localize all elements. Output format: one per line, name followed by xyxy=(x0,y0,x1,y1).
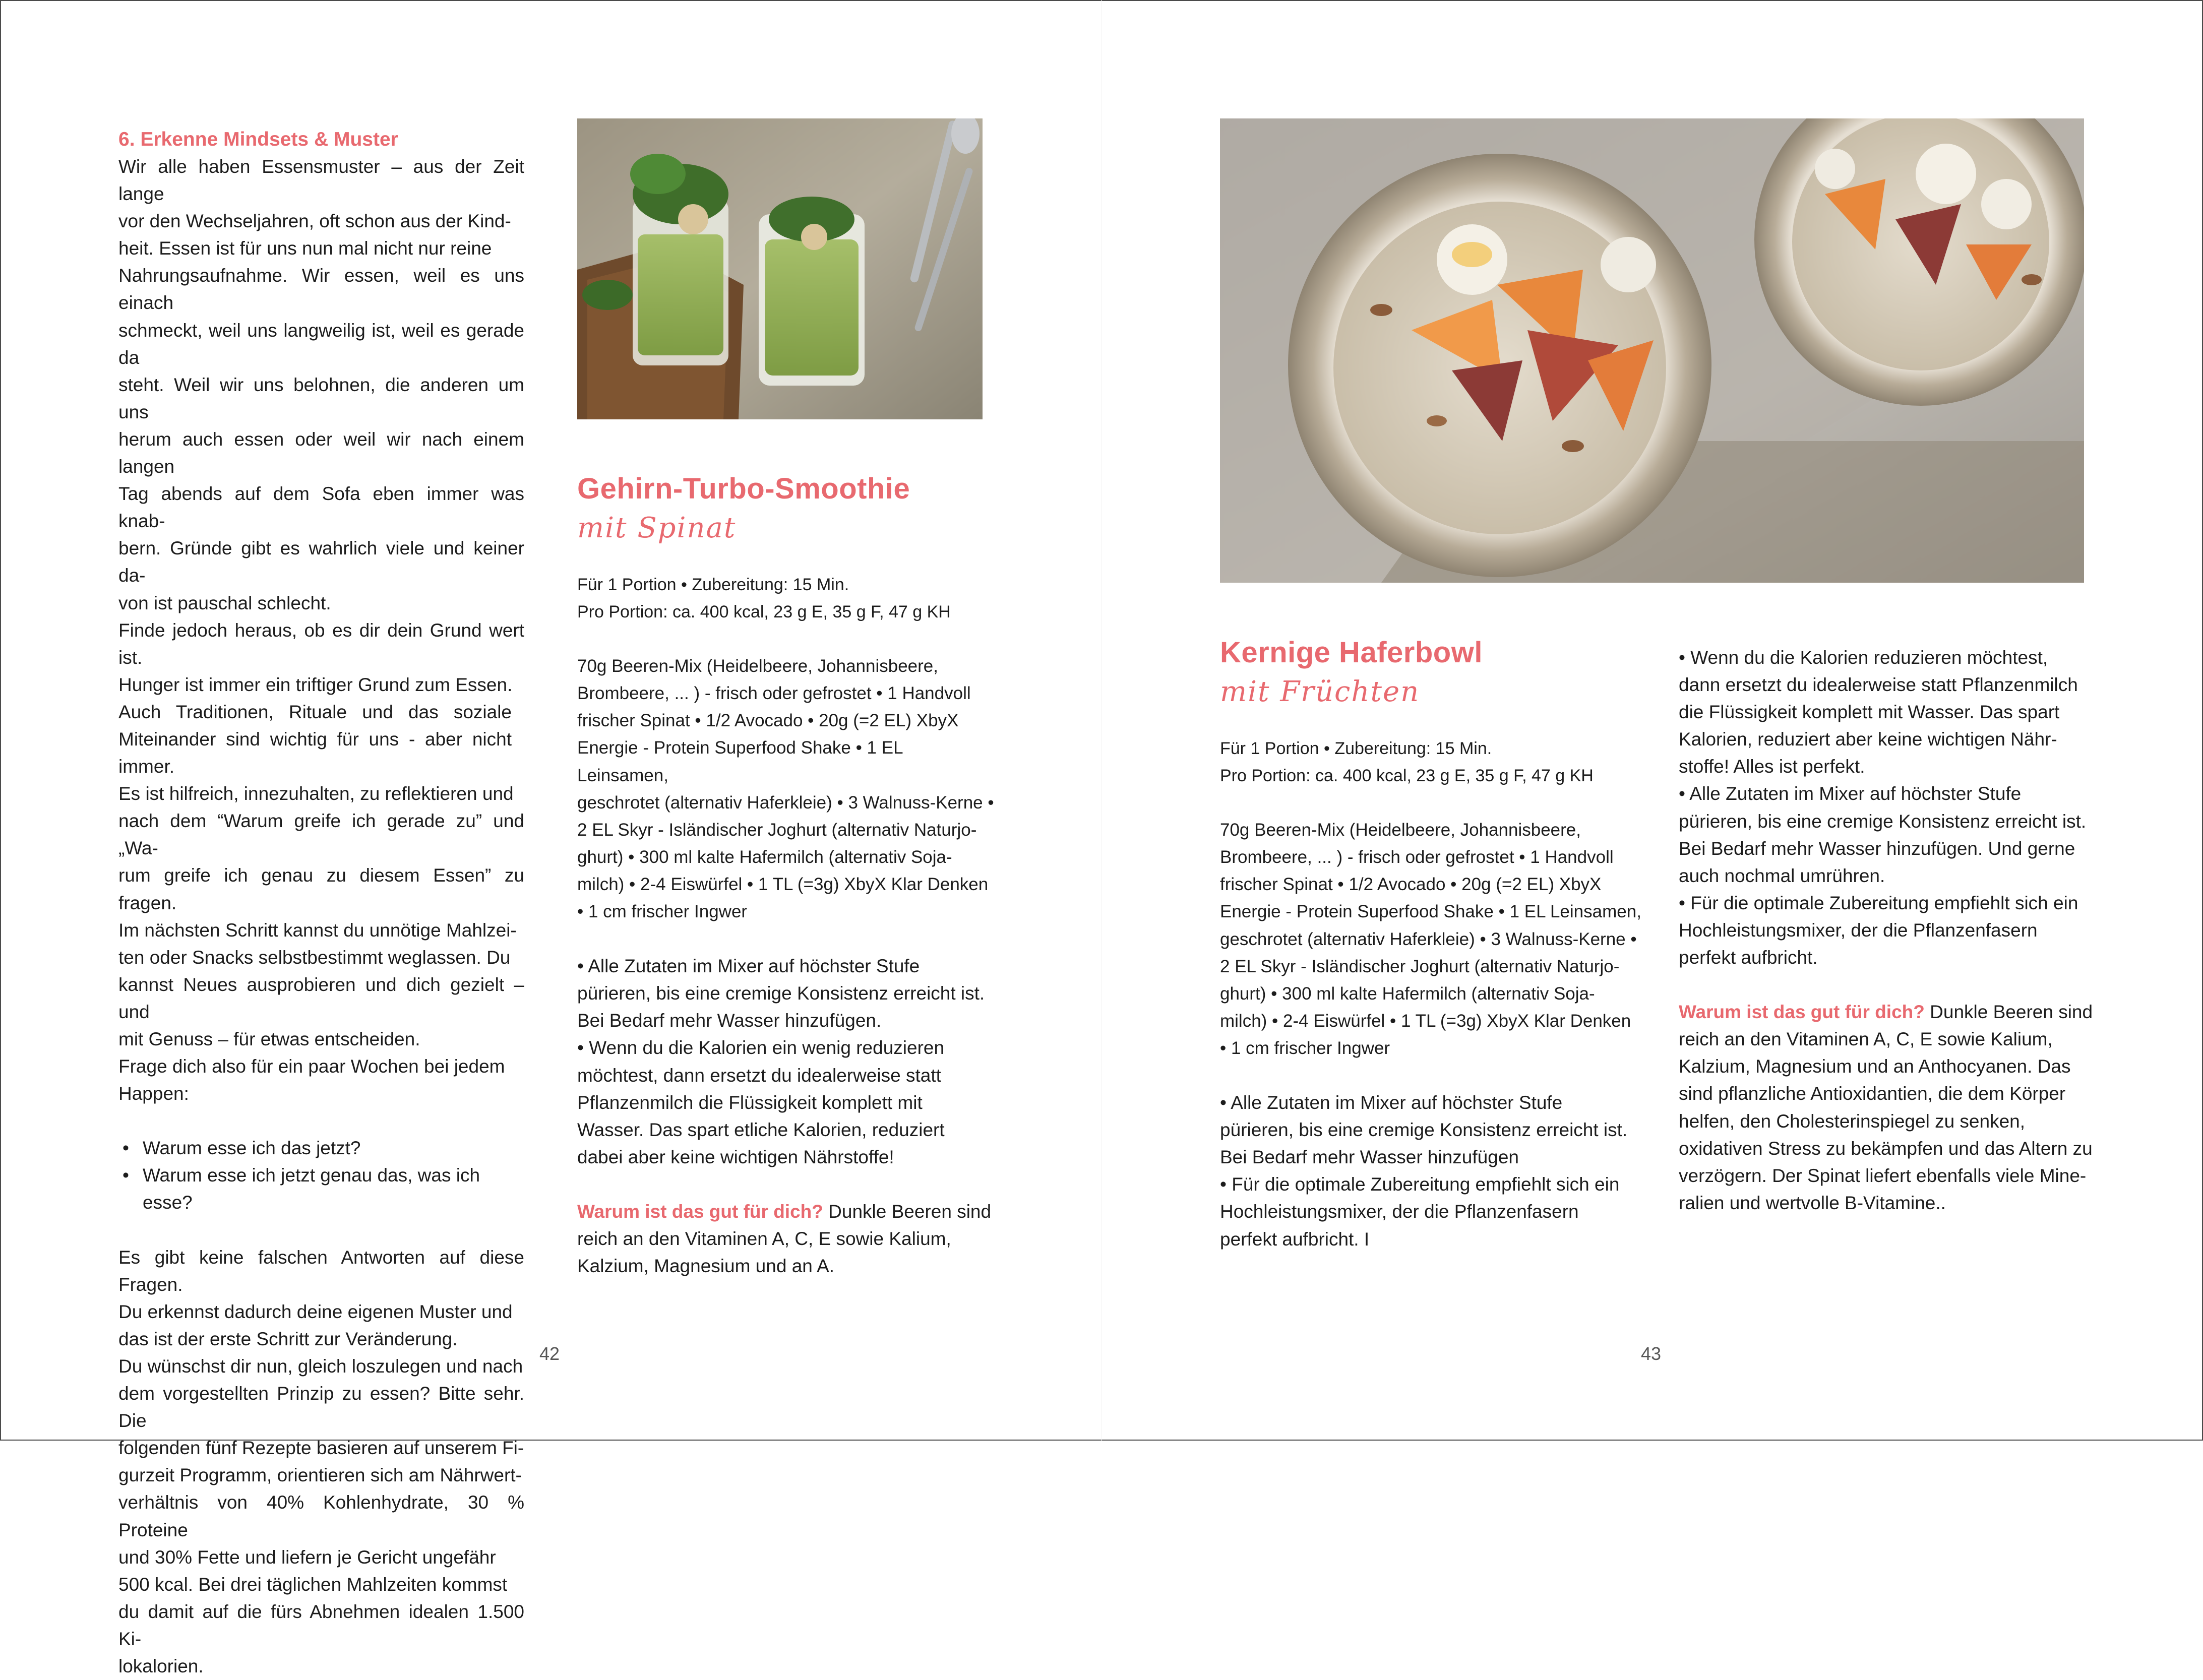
haferbowl-photo xyxy=(1220,118,2084,583)
step-line: • Alle Zutaten im Mixer auf höchster Stufe xyxy=(1220,1092,1563,1113)
tip-line: Hochleistungsmixer, der die Pflanzenfasern xyxy=(1679,919,2038,941)
text-line: Frage dich also für ein paar Wochen bei jedem xyxy=(118,1056,505,1077)
tip-line: Bei Bedarf mehr Wasser hinzufügen. Und gerne xyxy=(1679,838,2075,859)
ingredient-line: Brombeere, ... ) - frisch oder gefrostet • 1 Handvoll xyxy=(1220,847,1614,867)
haferbowl-recipe xyxy=(1220,635,1654,1253)
why-text: Dunkle Beeren sind xyxy=(823,1201,992,1222)
tip-line: • Alle Zutaten im Mixer auf höchster Stufe xyxy=(1679,783,2022,804)
question-list xyxy=(118,1135,524,1216)
step-line: Bei Bedarf mehr Wasser hinzufügen xyxy=(1220,1147,1519,1168)
steps xyxy=(1220,1089,1654,1253)
list-item: • Warum esse ich jetzt genau das, was ich esse? xyxy=(143,1162,524,1216)
why-line: Kalzium, Magnesium und an Anthocyanen. Das xyxy=(1679,1056,2071,1077)
text-line: nach dem “Warum greife ich gerade zu” und „Wa- xyxy=(118,811,524,859)
why-text: Dunkle Beeren sind xyxy=(1924,1002,2093,1023)
step-line: pürieren, bis eine cremige Konsistenz erreicht ist. xyxy=(577,983,985,1004)
step-line: Pflanzenmilch die Flüssigkeit komplett mit xyxy=(577,1092,923,1113)
ingredient-line: 2 EL Skyr - Isländischer Joghurt (alternativ Naturjo- xyxy=(1220,956,1620,976)
why-line: Kalzium, Magnesium und an A. xyxy=(577,1256,835,1277)
recipe-meta: Für 1 Portion • Zubereitung: 15 Min. xyxy=(577,575,849,594)
tip-line: pürieren, bis eine cremige Konsistenz erreicht ist. xyxy=(1679,811,2087,832)
why-box xyxy=(1679,999,2097,1217)
text-line: Es ist hilfreich, innezuhalten, zu reflektieren und xyxy=(118,783,514,804)
ingredient-line: Energie - Protein Superfood Shake • 1 EL Leinsamen, xyxy=(1220,902,1641,922)
text-line: vor den Wechseljahren, oft schon aus der Kind- xyxy=(118,211,511,232)
step-line: Bei Bedarf mehr Wasser hinzufügen. xyxy=(577,1010,882,1031)
ingredient-line: 70g Beeren-Mix (Heidelbeere, Johannisbeere, xyxy=(1220,820,1581,840)
text-line: 500 kcal. Bei drei täglichen Mahlzeiten kommst xyxy=(118,1574,508,1595)
text-line: du damit auf die fürs Abnehmen idealen 1.500 Ki- xyxy=(118,1601,524,1649)
ingredient-line: 70g Beeren-Mix (Heidelbeere, Johannisbeere, xyxy=(577,656,938,676)
step-line: • Wenn du die Kalorien ein wenig reduzieren xyxy=(577,1037,945,1059)
step-line: dabei aber keine wichtigen Nährstoffe! xyxy=(577,1146,894,1167)
text-line: Hunger ist immer ein triftiger Grund zum Essen. xyxy=(118,674,513,695)
tip-line: auch nochmal umrühren. xyxy=(1679,865,1885,886)
step-line: • Für die optimale Zubereitung empfiehlt sich ein xyxy=(1220,1174,1620,1195)
page-number-right: 43 xyxy=(1641,1343,1662,1364)
ingredient-line: 2 EL Skyr - Isländischer Joghurt (alternativ Naturjo- xyxy=(577,820,977,840)
haferbowl-right-column xyxy=(1679,644,2097,1217)
step-line: Hochleistungsmixer, der die Pflanzenfasern xyxy=(1220,1201,1579,1222)
text-line: dem vorgestellten Prinzip zu essen? Bitte sehr. Die xyxy=(118,1383,524,1432)
smoothie-body xyxy=(577,571,996,1280)
ingredient-line: ghurt) • 300 ml kalte Hafermilch (alternativ Soja- xyxy=(577,847,952,867)
step-line: Wasser. Das spart etliche Kalorien, reduziert xyxy=(577,1119,945,1140)
text-line: ten oder Snacks selbstbestimmt weglassen. Du xyxy=(118,947,511,968)
ingredients xyxy=(577,653,996,925)
ingredient-line: frischer Spinat • 1/2 Avocado • 20g (=2 EL) XbyX xyxy=(577,711,959,731)
why-first-line xyxy=(1679,999,2097,1026)
text-line: steht. Weil wir uns belohnen, die anderen um uns xyxy=(118,374,524,422)
recipe-meta: Für 1 Portion • Zubereitung: 15 Min. xyxy=(1220,739,1492,758)
text-line: kannst Neues ausprobieren und dich gezielt – und xyxy=(118,974,524,1022)
text-line: heit. Essen ist für uns nun mal nicht nur reine xyxy=(118,238,492,259)
why-box xyxy=(577,1198,996,1280)
text-line: gurzeit Programm, orientieren sich am Nährwert- xyxy=(118,1465,522,1486)
why-line: helfen, den Cholesterinspiegel zu senken, xyxy=(1679,1110,2026,1132)
why-line: reich an den Vitaminen A, C, E sowie Kalium, xyxy=(1679,1029,2053,1050)
text-line: Wir alle haben Essensmuster – aus der Zeit lange xyxy=(118,156,524,205)
haferbowl-body xyxy=(1220,735,1654,1253)
why-label: Warum ist das gut für dich? xyxy=(1679,1002,1925,1023)
text-line: Nahrungsaufnahme. Wir essen, weil es uns einach xyxy=(118,265,524,314)
text-line: mit Genuss – für etwas entscheiden. xyxy=(118,1029,420,1049)
ingredient-line: Brombeere, ... ) - frisch oder gefrostet • 1 Handvoll xyxy=(577,683,971,704)
steps xyxy=(577,953,996,1171)
ingredient-line: ghurt) • 300 ml kalte Hafermilch (alternativ Soja- xyxy=(1220,983,1595,1004)
paragraph-2 xyxy=(118,1244,524,1680)
text-line: Du erkennst dadurch deine eigenen Muster und xyxy=(118,1301,513,1322)
recipe-subtitle: mit Früchten xyxy=(1220,675,1420,708)
ingredient-line: milch) • 2-4 Eiswürfel • 1 TL (=3g) XbyX Klar Denken xyxy=(1220,1011,1631,1031)
ingredient-line: Energie - Protein Superfood Shake • 1 EL Leinsamen, xyxy=(577,738,903,785)
text-line: das ist der erste Schritt zur Veränderung. xyxy=(118,1328,458,1349)
ingredient-line: • 1 cm frischer Ingwer xyxy=(577,902,748,922)
ingredient-line: geschrotet (alternativ Haferkleie) • 3 Walnuss-Kerne • xyxy=(577,792,994,813)
list-item: • Warum esse ich das jetzt? xyxy=(143,1135,524,1162)
recipe-title: Kernige Haferbowl xyxy=(1220,636,1483,669)
tip-line: die Flüssigkeit komplett mit Wasser. Das spart xyxy=(1679,702,2060,723)
text-line: bern. Gründe gibt es wahrlich viele und keiner da- xyxy=(118,538,524,586)
recipe-meta: Pro Portion: ca. 400 kcal, 23 g E, 35 g F, 47 g KH xyxy=(1220,766,1594,786)
text-line: Im nächsten Schritt kannst du unnötige Mahlzei- xyxy=(118,919,517,941)
text-line: Du wünschst dir nun, gleich loszulegen und nach xyxy=(118,1355,523,1377)
why-line: oxidativen Stress zu bekämpfen und das Altern zu xyxy=(1679,1138,2093,1159)
tip-line: dann ersetzt du idealerweise statt Pflanzenmilch xyxy=(1679,674,2078,696)
step-line: • Alle Zutaten im Mixer auf höchster Stufe xyxy=(577,956,920,977)
why-label: Warum ist das gut für dich? xyxy=(577,1201,823,1222)
tip-line: • Für die optimale Zubereitung empfiehlt sich ein xyxy=(1679,892,2078,913)
smoothie-photo xyxy=(577,118,983,419)
ingredient-line: • 1 cm frischer Ingwer xyxy=(1220,1038,1390,1058)
text-line: Es gibt keine falschen Antworten auf diese Fragen. xyxy=(118,1247,524,1295)
text-line: herum auch essen oder weil wir nach einem langen xyxy=(118,428,524,477)
recipe-title: Gehirn-Turbo-Smoothie xyxy=(577,472,910,505)
text-line: lokalorien. xyxy=(118,1655,204,1676)
why-line: ralien und wertvolle B-Vitamine.. xyxy=(1679,1192,1946,1213)
tip-line: perfekt aufbricht. xyxy=(1679,947,1818,968)
section-heading: 6. Erkenne Mindsets & Muster xyxy=(118,129,398,150)
text-line: verhältnis von 40% Kohlenhydrate, 30 % Proteine xyxy=(118,1492,524,1540)
text-line: rum greife ich genau zu diesem Essen” zu fragen. xyxy=(118,865,524,913)
ingredient-line: geschrotet (alternativ Haferkleie) • 3 Walnuss-Kerne • xyxy=(1220,929,1637,949)
step-line: möchtest, dann ersetzt du idealerweise statt xyxy=(577,1065,941,1086)
text-line: Auch Traditionen, Rituale und das soziale Miteinander sind wichtig für uns - aber nicht immer. xyxy=(118,701,512,777)
why-line: sind pflanzliche Antioxidantien, die dem Körper xyxy=(1679,1083,2066,1104)
text-line: Tag abends auf dem Sofa eben immer was knab- xyxy=(118,483,524,532)
tip-line: • Wenn du die Kalorien reduzieren möchtest, xyxy=(1679,647,2048,668)
smoothie-recipe xyxy=(577,471,996,1280)
why-line: verzögern. Der Spinat liefert ebenfalls viele Mine- xyxy=(1679,1165,2087,1186)
ingredient-line: milch) • 2-4 Eiswürfel • 1 TL (=3g) XbyX Klar Denken xyxy=(577,874,989,894)
step-line: pürieren, bis eine cremige Konsistenz erreicht ist. xyxy=(1220,1119,1628,1141)
text-line: und 30% Fette und liefern je Gericht ungefähr xyxy=(118,1546,496,1568)
left-text-column xyxy=(118,126,524,1680)
recipe-meta: Pro Portion: ca. 400 kcal, 23 g E, 35 g F, 47 g KH xyxy=(577,602,951,622)
tip-line: Kalorien, reduziert aber keine wichtigen Nähr- xyxy=(1679,729,2057,750)
step-line: perfekt aufbricht. I xyxy=(1220,1228,1370,1250)
text-line: Happen: xyxy=(118,1083,189,1104)
tip-line: stoffe! Alles ist perfekt. xyxy=(1679,756,1865,777)
page-number-left: 42 xyxy=(539,1343,560,1364)
why-line: reich an den Vitaminen A, C, E sowie Kalium, xyxy=(577,1228,951,1249)
paragraph-1 xyxy=(118,153,524,1107)
text-line: schmeckt, weil uns langweilig ist, weil es gerade da xyxy=(118,320,524,368)
ingredients xyxy=(1220,817,1654,1062)
recipe-subtitle: mit Spinat xyxy=(577,512,737,544)
tips xyxy=(1679,644,2097,971)
text-line: folgenden fünf Rezepte basieren auf unserem Fi- xyxy=(118,1438,524,1459)
ingredient-line: frischer Spinat • 1/2 Avocado • 20g (=2 EL) XbyX xyxy=(1220,875,1602,895)
text-line: Finde jedoch heraus, ob es dir dein Grund wert ist. xyxy=(118,619,524,668)
text-line: von ist pauschal schlecht. xyxy=(118,592,331,613)
why-first-line xyxy=(577,1198,996,1225)
